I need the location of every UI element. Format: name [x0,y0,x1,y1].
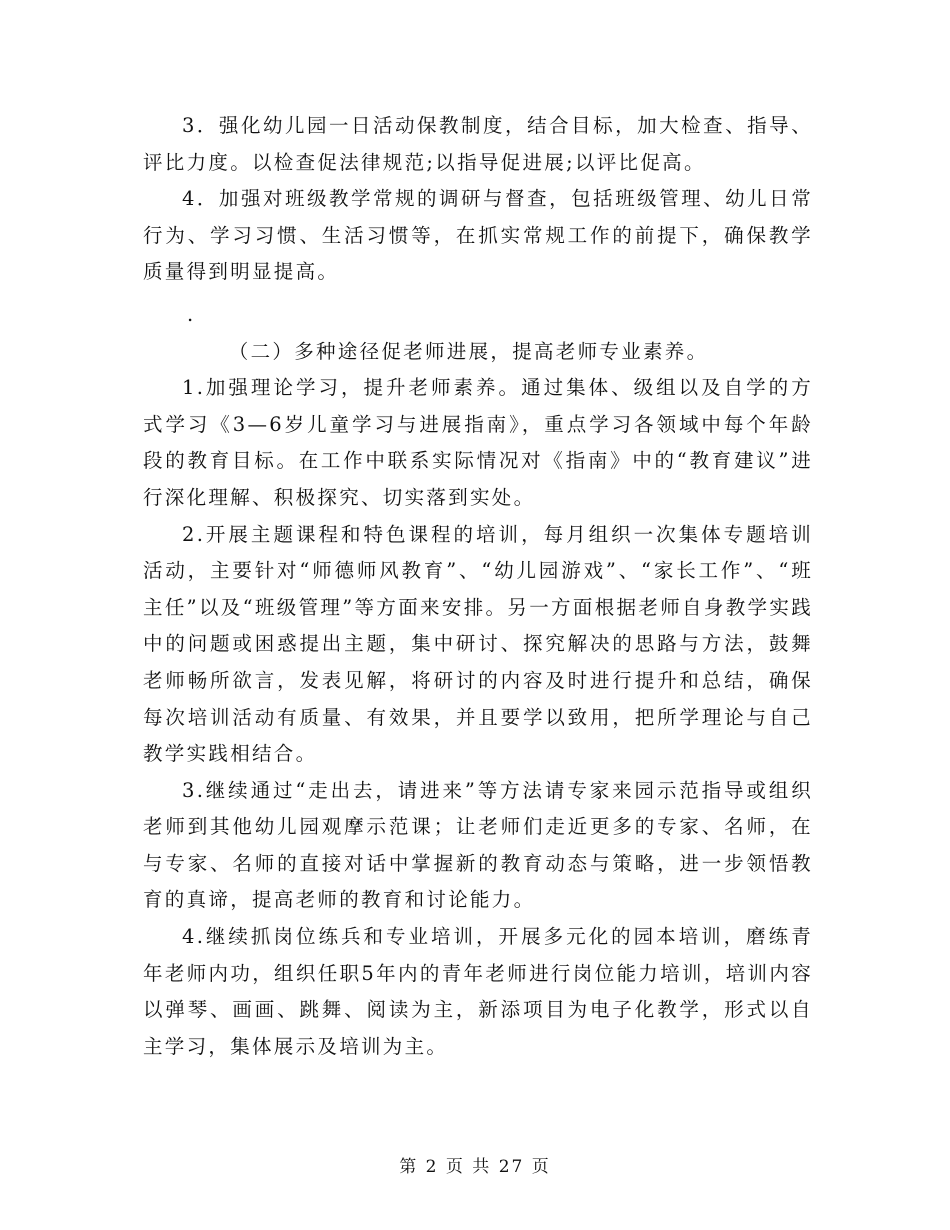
section-heading: （二）多种途径促老师进展，提高老师专业素养。 [228,339,709,363]
paragraph-b2: 2.开展主题课程和特色课程的培训，每月组织一次集体专题培训活动，主要针对“师德师风教育”、“幼儿园游戏”、“家长工作”、“班主任”以及“班级管理”等方面来安排。另一方面根据老师自身教学实践中的问题或困惑提出主题，集中研讨、探究解决的思路与方法，鼓舞老师畅所欲言，发表见解，将研讨的内容及时进行提升和总结，确保每次培训活动有质量、有效果，并且要学以致用，把所学理论与自己教学实践相结合。 [143,522,813,766]
stray-dot: . [187,302,194,326]
page-footer [0,1152,950,1177]
paragraph-3: 3．强化幼儿园一日活动保教制度，结合目标，加大检查、指导、评比力度。以检查促法律规范;以指导促进展;以评比促高。 [143,114,813,174]
document-body [143,108,813,1065]
paragraph-4: 4．加强对班级教学常规的调研与督查，包括班级管理、幼儿日常行为、学习习惯、生活习惯等，在抓实常规工作的前提下，确保教学质量得到明显提高。 [143,187,813,284]
paragraph-b4: 4.继续抓岗位练兵和专业培训，开展多元化的园本培训，磨练青年老师内功，组织任职5年内的青年老师进行岗位能力培训，培训内容以弹琴、画画、跳舞、阅读为主，新添项目为电子化教学，形式以自主学习，集体展示及培训为主。 [143,925,813,1058]
paragraph-b1: 1.加强理论学习，提升老师素养。通过集体、级组以及自学的方式学习《3—6岁儿童学习与进展指南》，重点学习各领域中每个年龄段的教育目标。在工作中联系实际情况对《指南》中的“教育建议”进行深化理解、积极探究、切实落到实处。 [143,376,813,509]
page-number-label: 第 2 页 共 27 页 [399,1157,551,1177]
paragraph-b3: 3.继续通过“走出去，请进来”等方法请专家来园示范指导或组织老师到其他幼儿园观摩示范课；让老师们走近更多的专家、名师，在与专家、名师的直接对话中掌握新的教育动态与策略，进一步领悟教育的真谛，提高老师的教育和讨论能力。 [143,778,813,912]
